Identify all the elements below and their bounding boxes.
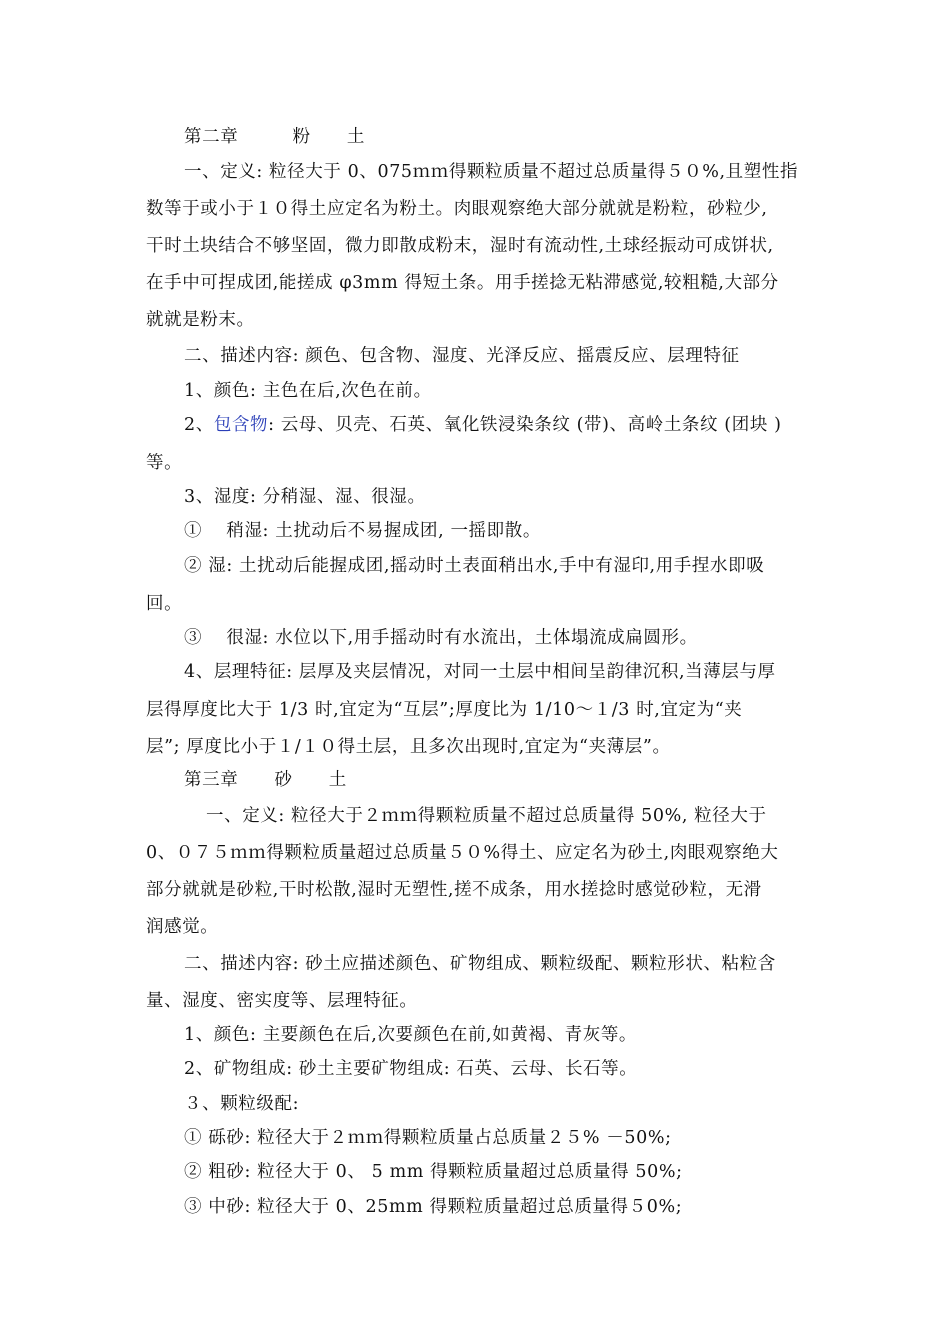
ch3-grading-coarse-sand: ② 粗砂: 粒径大于 0、 5 mm 得颗粒质量超过总质量得 50%; bbox=[184, 1162, 683, 1182]
ch3-definition-line-1: 一、定义: 粒径大于２ｍｍ得颗粒质量不超过总质量得 50%, 粒径大于 bbox=[206, 806, 767, 826]
ch2-humidity-slightly-wet: ① 稍湿: 土扰动后不易握成团, 一摇即散。 bbox=[184, 521, 541, 541]
ch2-definition-line-1: 一、定义: 粒径大于 0、075ｍｍ得颗粒质量不超过总质量得５０%,且塑性指 bbox=[184, 162, 799, 182]
ch2-layering-line-2: 层得厚度比大于 1/3 时,宜定为“互层”;厚度比为 1/10～１/3 时,宜定为“夹 bbox=[146, 700, 743, 720]
ch2-humidity-wet-line-2: 回。 bbox=[146, 594, 183, 614]
ch2-definition-line-4: 在手中可捏成团,能搓成 φ3mm 得短土条。用手搓捻无粘滞感觉,较粗糙,大部分 bbox=[146, 273, 779, 293]
ch3-definition-line-4: 润感觉。 bbox=[146, 917, 219, 937]
ch3-grading-heading: ３、颗粒级配: bbox=[184, 1094, 300, 1114]
ch3-definition-line-3: 部分就就是砂粒,干时松散,湿时无塑性,搓不成条，用水搓捻时感觉砂粒，无滑 bbox=[146, 880, 762, 900]
ch2-description-heading: 二、描述内容: 颜色、包含物、湿度、光泽反应、摇震反应、层理特征 bbox=[184, 346, 740, 366]
ch2-inclusions-item bbox=[184, 414, 782, 436]
ch2-inclusions-line-2: 等。 bbox=[146, 453, 183, 473]
ch3-grading-medium-sand: ③ 中砂: 粒径大于 0、25mm 得颗粒质量超过总质量得５0%; bbox=[184, 1197, 683, 1217]
ch3-color-item: 1、颜色: 主要颜色在后,次要颜色在前,如黄褐、青灰等。 bbox=[184, 1025, 638, 1045]
ch2-humidity-item: 3、湿度: 分稍湿、湿、很湿。 bbox=[184, 487, 426, 507]
ch2-humidity-very-wet: ③ 很湿: 水位以下,用手摇动时有水流出，土体塌流成扁圆形。 bbox=[184, 628, 698, 648]
ch3-definition-line-2: 0、０７５ｍｍ得颗粒质量超过总质量５０%得土、应定名为砂土,肉眼观察绝大 bbox=[146, 843, 779, 863]
ch2-color-item: 1、颜色: 主色在后,次色在前。 bbox=[184, 381, 432, 401]
inclusions-prefix: 2、 bbox=[184, 415, 214, 435]
ch3-mineral-item: 2、矿物组成: 砂土主要矿物组成: 石英、云母、长石等。 bbox=[184, 1059, 638, 1079]
ch2-layering-line-3: 层”; 厚度比小于１/１０得土层，且多次出现时,宜定为“夹薄层”。 bbox=[146, 737, 671, 757]
chapter-2-title: 第二章 粉 土 bbox=[184, 127, 365, 147]
ch2-definition-line-2: 数等于或小于１０得土应定名为粉土。肉眼观察绝大部分就就是粉粒，砂粒少, bbox=[146, 199, 768, 219]
ch3-description-line-1: 二、描述内容: 砂土应描述颜色、矿物组成、颗粒级配、颗粒形状、粘粒含 bbox=[184, 954, 776, 974]
ch2-definition-line-5: 就就是粉末。 bbox=[146, 310, 255, 330]
chapter-3-title: 第三章 砂 土 bbox=[184, 770, 347, 790]
ch2-layering-line-1: 4、层理特征: 层厚及夹层情况，对同一土层中相间呈韵律沉积,当薄层与厚 bbox=[184, 662, 776, 682]
ch2-humidity-wet-line-1: ② 湿: 土扰动后能握成团,摇动时土表面稍出水,手中有湿印,用手捏水即吸 bbox=[184, 556, 765, 576]
inclusions-link[interactable]: 包含物 bbox=[213, 415, 269, 435]
ch3-description-line-2: 量、湿度、密实度等、层理特征。 bbox=[146, 991, 418, 1011]
ch3-grading-gravel-sand: ① 砾砂: 粒径大于２ｍｍ得颗粒质量占总质量２５% －50%; bbox=[184, 1128, 672, 1148]
inclusions-text: : 云母、贝壳、石英、氧化铁浸染条纹 (带)、高岭土条纹 (团块 ) bbox=[268, 415, 782, 435]
ch2-definition-line-3: 干时土块结合不够坚固，微力即散成粉末，湿时有流动性,土球经振动可成饼状, bbox=[146, 236, 774, 256]
